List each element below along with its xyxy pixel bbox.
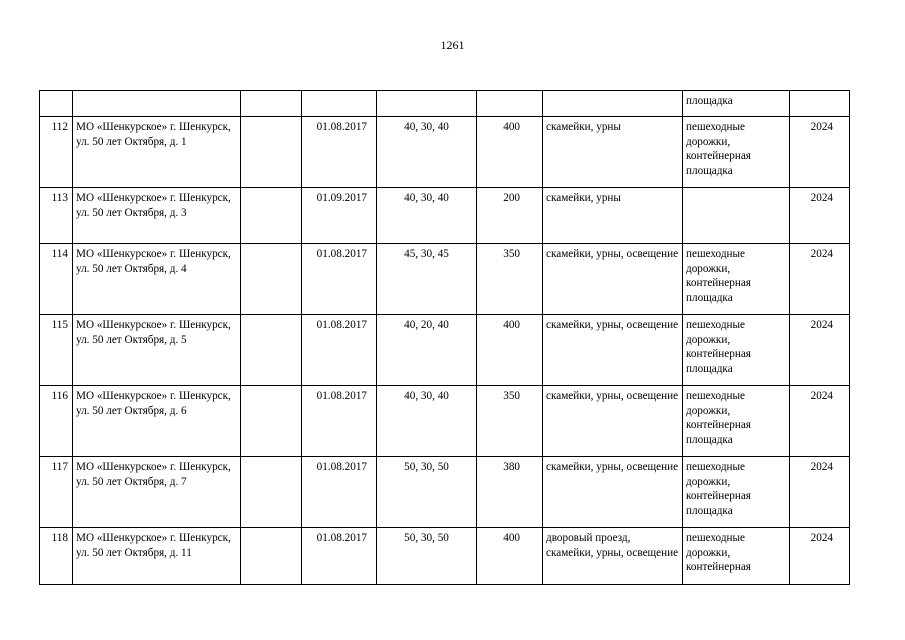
table-row bbox=[40, 386, 850, 457]
empty-cell bbox=[241, 457, 302, 528]
area-cell: 200 bbox=[477, 188, 543, 244]
address-cell: МО «Шенкурское» г. Шенкурск, ул. 50 лет Октября, д. 11 bbox=[73, 528, 241, 585]
date-cell: 01.08.2017 bbox=[302, 315, 377, 386]
year-cell: 2024 bbox=[790, 315, 850, 386]
area-cell: 400 bbox=[477, 528, 543, 585]
empty-cell bbox=[241, 244, 302, 315]
address-cell: МО «Шенкурское» г. Шенкурск, ул. 50 лет Октября, д. 3 bbox=[73, 188, 241, 244]
table-row bbox=[40, 457, 850, 528]
dimensions-cell: 50, 30, 50 bbox=[377, 528, 477, 585]
empty-cell bbox=[241, 315, 302, 386]
row-number: 115 bbox=[40, 315, 73, 386]
dimensions-cell: 40, 30, 40 bbox=[377, 386, 477, 457]
planned-works-cell: площадка bbox=[683, 91, 790, 117]
dimensions-cell: 40, 30, 40 bbox=[377, 117, 477, 188]
date-cell: 01.09.2017 bbox=[302, 188, 377, 244]
dimensions-cell: 45, 30, 45 bbox=[377, 244, 477, 315]
row-number: 117 bbox=[40, 457, 73, 528]
features-cell: скамейки, урны, освещение bbox=[543, 386, 683, 457]
features-cell bbox=[543, 91, 683, 117]
date-cell: 01.08.2017 bbox=[302, 244, 377, 315]
row-number: 114 bbox=[40, 244, 73, 315]
table-row bbox=[40, 91, 850, 117]
address-cell: МО «Шенкурское» г. Шенкурск, ул. 50 лет Октября, д. 4 bbox=[73, 244, 241, 315]
features-cell: дворовый проезд, скамейки, урны, освещение bbox=[543, 528, 683, 585]
year-cell: 2024 bbox=[790, 117, 850, 188]
row-number: 112 bbox=[40, 117, 73, 188]
year-cell: 2024 bbox=[790, 457, 850, 528]
date-cell: 01.08.2017 bbox=[302, 457, 377, 528]
address-cell: МО «Шенкурское» г. Шенкурск, ул. 50 лет Октября, д. 1 bbox=[73, 117, 241, 188]
table-row bbox=[40, 315, 850, 386]
table-row bbox=[40, 117, 850, 188]
row-number: 113 bbox=[40, 188, 73, 244]
address-cell bbox=[73, 91, 241, 117]
year-cell: 2024 bbox=[790, 244, 850, 315]
planned-works-cell: пешеходные дорожки, контейнерная площадка bbox=[683, 117, 790, 188]
date-cell bbox=[302, 91, 377, 117]
page-number: 1261 bbox=[440, 38, 465, 52]
address-cell: МО «Шенкурское» г. Шенкурск, ул. 50 лет Октября, д. 6 bbox=[73, 386, 241, 457]
dimensions-cell: 50, 30, 50 bbox=[377, 457, 477, 528]
area-cell bbox=[477, 91, 543, 117]
planned-works-cell: пешеходные дорожки, контейнерная bbox=[683, 528, 790, 585]
planned-works-cell: пешеходные дорожки, контейнерная площадка bbox=[683, 386, 790, 457]
empty-cell bbox=[241, 528, 302, 585]
address-cell: МО «Шенкурское» г. Шенкурск, ул. 50 лет Октября, д. 5 bbox=[73, 315, 241, 386]
table-row bbox=[40, 188, 850, 244]
row-number bbox=[40, 91, 73, 117]
area-cell: 400 bbox=[477, 315, 543, 386]
dimensions-cell: 40, 20, 40 bbox=[377, 315, 477, 386]
table-row bbox=[40, 528, 850, 585]
date-cell: 01.08.2017 bbox=[302, 386, 377, 457]
area-cell: 380 bbox=[477, 457, 543, 528]
area-cell: 350 bbox=[477, 386, 543, 457]
planned-works-cell: пешеходные дорожки, контейнерная площадка bbox=[683, 457, 790, 528]
year-cell: 2024 bbox=[790, 386, 850, 457]
planned-works-cell bbox=[683, 188, 790, 244]
address-cell: МО «Шенкурское» г. Шенкурск, ул. 50 лет Октября, д. 7 bbox=[73, 457, 241, 528]
date-cell: 01.08.2017 bbox=[302, 528, 377, 585]
row-number: 118 bbox=[40, 528, 73, 585]
area-cell: 400 bbox=[477, 117, 543, 188]
empty-cell bbox=[241, 117, 302, 188]
date-cell: 01.08.2017 bbox=[302, 117, 377, 188]
features-cell: скамейки, урны bbox=[543, 117, 683, 188]
dimensions-cell: 40, 30, 40 bbox=[377, 188, 477, 244]
planned-works-cell: пешеходные дорожки, контейнерная площадка bbox=[683, 244, 790, 315]
row-number: 116 bbox=[40, 386, 73, 457]
empty-cell bbox=[241, 386, 302, 457]
year-cell: 2024 bbox=[790, 188, 850, 244]
empty-cell bbox=[241, 91, 302, 117]
empty-cell bbox=[241, 188, 302, 244]
features-cell: скамейки, урны, освещение bbox=[543, 457, 683, 528]
dimensions-cell bbox=[377, 91, 477, 117]
area-cell: 350 bbox=[477, 244, 543, 315]
planned-works-cell: пешеходные дорожки, контейнерная площадка bbox=[683, 315, 790, 386]
year-cell: 2024 bbox=[790, 528, 850, 585]
year-cell bbox=[790, 91, 850, 117]
data-table bbox=[39, 90, 850, 585]
features-cell: скамейки, урны, освещение bbox=[543, 244, 683, 315]
table-row bbox=[40, 244, 850, 315]
features-cell: скамейки, урны, освещение bbox=[543, 315, 683, 386]
features-cell: скамейки, урны bbox=[543, 188, 683, 244]
